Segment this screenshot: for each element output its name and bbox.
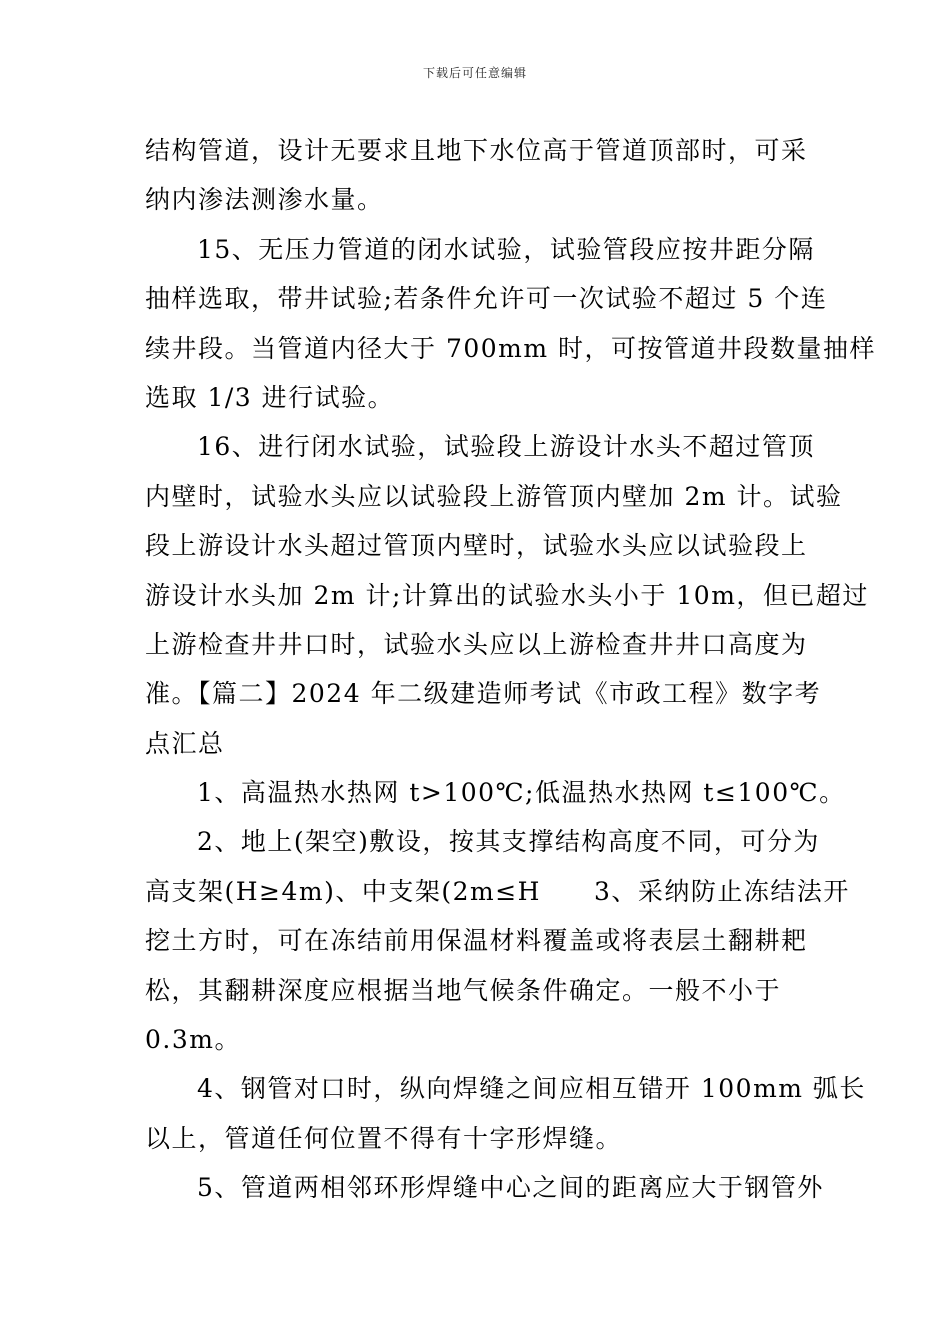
text-line: 点汇总 — [145, 728, 225, 758]
text-line: 游设计水头加 2m 计;计算出的试验水头小于 10m，但已超过 — [145, 580, 869, 610]
text-line: 2、地上(架空)敷设，按其支撑结构高度不同，可分为 — [197, 827, 820, 857]
text-line: 4、钢管对口时，纵向焊缝之间应相互错开 100mm 弧长 — [197, 1074, 866, 1104]
text-line: 抽样选取，带井试验;若条件允许可一次试验不超过 5 个连 — [145, 284, 828, 314]
text-line: 15、无压力管道的闭水试验，试验管段应按井距分隔 — [197, 234, 815, 264]
text-line: 内壁时，试验水头应以试验段上游管顶内壁加 2m 计。试验 — [145, 481, 843, 511]
text-line: 0.3m。 — [145, 1025, 241, 1055]
text-line: 纳内渗法测渗水量。 — [145, 185, 384, 215]
text-line: 5、管道两相邻环形焊缝中心之间的距离应大于钢管外 — [197, 1173, 824, 1203]
text-line: 1、高温热水热网 t>100℃;低温热水热网 t≤100℃。 — [197, 778, 846, 808]
text-line: 续井段。当管道内径大于 700mm 时，可按管道井段数量抽样 — [145, 333, 877, 363]
text-line: 上游检查井井口时，试验水头应以上游检查井井口高度为 — [145, 629, 808, 659]
text-line: 段上游设计水头超过管顶内壁时，试验水头应以试验段上 — [145, 531, 808, 561]
text-line: 准。【篇二】2024 年二级建造师考试《市政工程》数字考 — [145, 679, 822, 709]
document-body — [145, 126, 877, 1213]
text-line: 以上，管道任何位置不得有十字形焊缝。 — [145, 1123, 623, 1153]
text-line: 挖土方时，可在冻结前用保温材料覆盖或将表层土翻耕耙 — [145, 926, 808, 956]
text-line: 结构管道，设计无要求且地下水位高于管道顶部时，可采 — [145, 136, 808, 165]
text-line: 松，其翻耕深度应根据当地气候条件确定。一般不小于 — [145, 975, 782, 1005]
text-line: 16、进行闭水试验，试验段上游设计水头不超过管顶 — [197, 432, 815, 462]
text-line: 选取 1/3 进行试验。 — [145, 382, 395, 412]
header-note: 下载后可任意编辑 — [422, 66, 527, 80]
text-line: 高支架(H≥4m)、中支架(2m≤H 3、采纳防止冻结法开 — [145, 876, 850, 906]
